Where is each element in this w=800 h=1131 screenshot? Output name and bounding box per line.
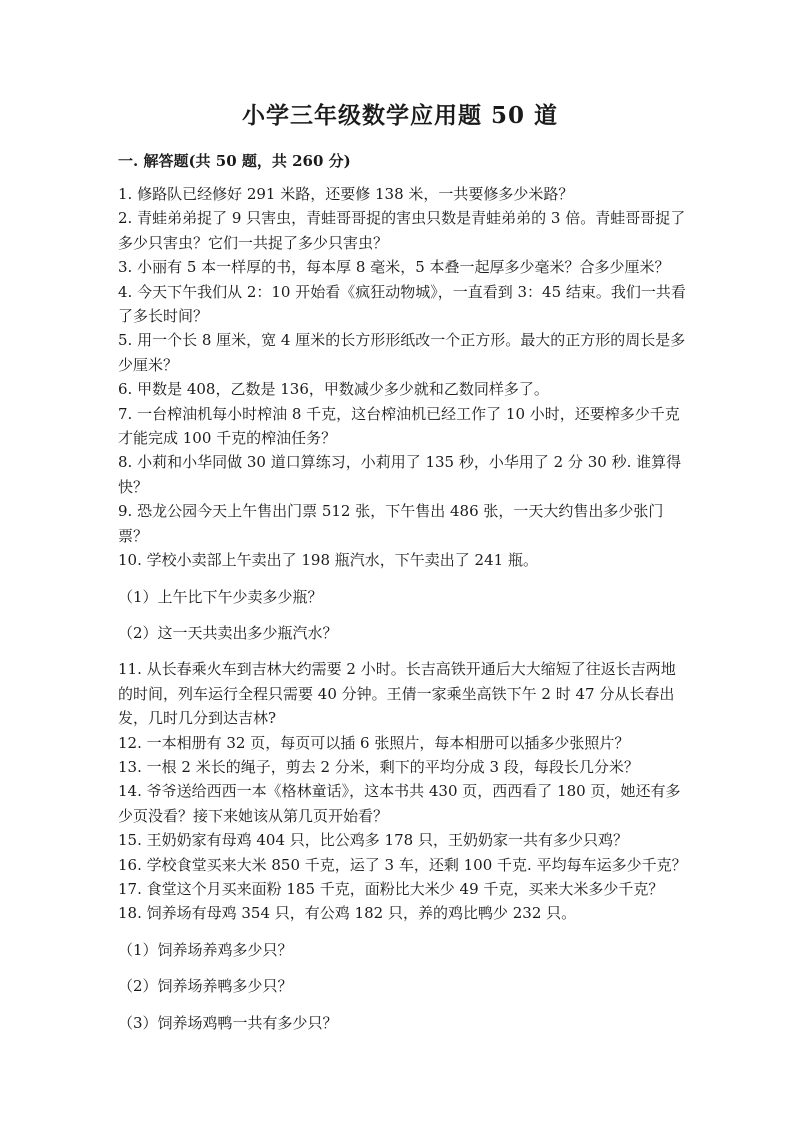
- question-list: [118, 182, 688, 1035]
- sub-question: （1）饲养场养鸡多少只？: [118, 940, 293, 959]
- question-item: 6. 甲数是 408，乙数是 136，甲数减少多少就和乙数同样多了。: [118, 380, 549, 399]
- question-item: 18. 饲养场有母鸡 354 只，有公鸡 182 只，养的鸡比鸭少 232 只。: [118, 904, 577, 923]
- sub-question: （1）上午比下午少卖多少瓶？: [118, 587, 323, 606]
- question-item: 7. 一台榨油机每小时榨油 8 千克，这台榨油机已经工作了 10 小时，还要榨多少千克才能完成 100 千克的榨油任务？: [118, 404, 680, 448]
- question-item: 4. 今天下午我们从 2：10 开始看《疯狂动物城》，一直看到 3：45 结束。我们一共看了多长时间？: [118, 282, 686, 326]
- sub-question: （2）饲养场养鸭多少只？: [118, 977, 293, 996]
- question-item: 16. 学校食堂买来大米 850 千克，运了 3 车，还剩 100 千克. 平均每车运多少千克？: [118, 855, 687, 874]
- question-item: 12. 一本相册有 32 页，每页可以插 6 张照片，每本相册可以插多少张照片？: [118, 733, 630, 752]
- question-item: 14. 爷爷送给西西一本《格林童话》，这本书共 430 页，西西看了 180 页，她还有多少页没看？接下来她该从第几页开始看？: [118, 782, 681, 825]
- question-item: 3. 小丽有 5 本一样厚的书，每本厚 8 毫米，5 本叠一起厚多少毫米？合多少厘米？: [118, 258, 670, 277]
- document-title: 小学三年级数学应用题 50 道: [241, 102, 559, 129]
- question-item: 9. 恐龙公园今天上午售出门票 512 张，下午售出 486 张，一天大约售出多少张门票？: [118, 502, 664, 545]
- sub-question: （3）饲养场鸡鸭一共有多少只？: [118, 1013, 338, 1032]
- section-heading: 一. 解答题(共 50 题，共 260 分): [118, 152, 351, 170]
- sub-question: （2）这一天共卖出多少瓶汽水？: [118, 623, 338, 642]
- question-item: 10. 学校小卖部上午卖出了 198 瓶汽水，下午卖出了 241 瓶。: [118, 551, 538, 570]
- question-item: 8. 小莉和小华同做 30 道口算练习，小莉用了 135 秒，小华用了 2 分 30 秒. 谁算得快？: [118, 453, 682, 496]
- question-item: 5. 用一个长 8 厘米，宽 4 厘米的长方形形纸改一个正方形。最大的正方形的周长是多少厘米？: [118, 331, 686, 374]
- question-item: 2. 青蛙弟弟捉了 9 只害虫，青蛙哥哥捉的害虫只数是青蛙弟弟的 3 倍。青蛙哥哥捉了多少只害虫？它们一共捉了多少只害虫？: [118, 209, 686, 252]
- question-item: 13. 一根 2 米长的绳子，剪去 2 分米，剩下的平均分成 3 段，每段长几分米？: [118, 757, 639, 776]
- question-item: 15. 王奶奶家有母鸡 404 只，比公鸡多 178 只，王奶奶家一共有多少只鸡？: [118, 831, 628, 850]
- question-item: 1. 修路队已经修好 291 米路，还要修 138 米，一共要修多少米路？: [118, 185, 574, 203]
- question-item: 11. 从长春乘火车到吉林大约需要 2 小时。长吉高铁开通后大大缩短了往返长吉两地的时间，列车运行全程只需要 40 分钟。王倩一家乘坐高铁下午 2 时 47 分从长春出发，几时几分到达吉林?: [118, 660, 676, 728]
- question-item: 17. 食堂这个月买来面粉 185 千克，面粉比大米少 49 千克，买来大米多少千克？: [118, 879, 664, 898]
